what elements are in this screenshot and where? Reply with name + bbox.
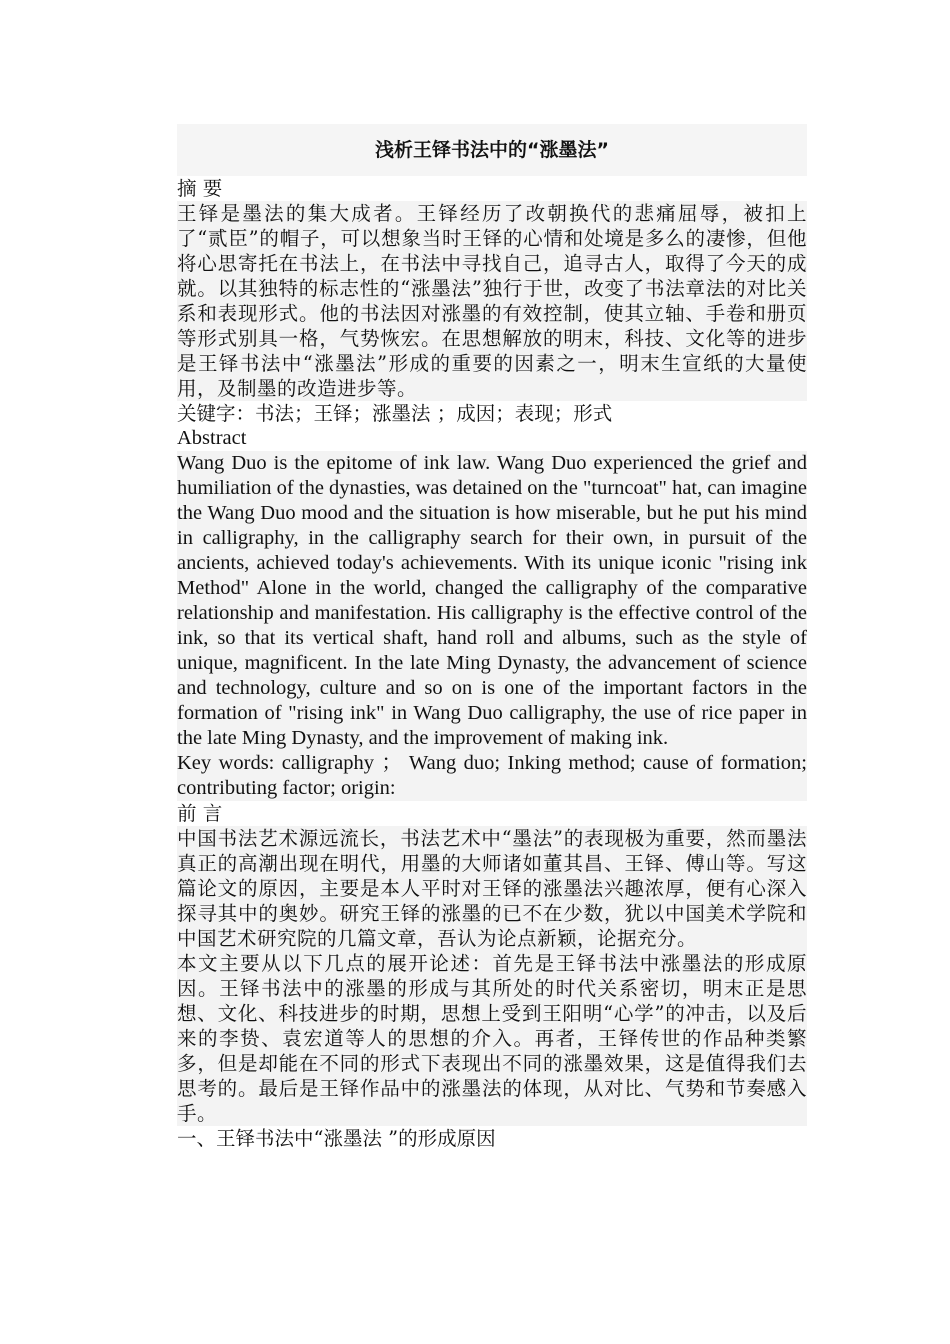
preface-paragraph-1: 中国书法艺术源远流长，书法艺术中“墨法”的表现极为重要，然而墨法真正的高潮出现在明代，用墨的大师诸如董其昌、王铎、傅山等。写这篇论文的原因，主要是本人平时对王铎的涨墨法兴趣浓厚，便有心深入探寻其中的奥妙。研究王铎的涨墨的已不在少数，犹以中国美术学院和中国艺术研究院的几篇文章，吾认为论点新颖，论据充分。 (177, 827, 807, 950)
preface-heading: 前 言 (177, 802, 223, 825)
document-page (177, 124, 807, 1151)
abstract-en-keywords: Key words: calligraphy ； Wang duo; Inking method; cause of formation; contributing factor; origin: (177, 752, 807, 799)
document-title: 浅析王铎书法中的“涨墨法” (177, 124, 807, 176)
preface-paragraph-2: 本文主要从以下几点的展开论述：首先是王铎书法中涨墨法的形成原因。王铎书法中的涨墨的形成与其所处的时代关系密切，明末正是思想、文化、科技进步的时期，思想上受到王阳明“心学”的冲击，以及后来的李贽、袁宏道等人的思想的介入。再者，王铎传世的作品种类繁多，但是却能在不同的形式下表现出不同的涨墨效果，这是值得我们去思考的。最后是王铎作品中的涨墨法的体现，从对比、气势和节奏感入手。 (177, 952, 807, 1125)
abstract-en-heading: Abstract (177, 427, 247, 449)
section-1-heading: 一、王铎书法中“涨墨法 ”的形成原因 (177, 1127, 496, 1150)
abstract-cn-body: 王铎是墨法的集大成者。王铎经历了改朝换代的悲痛屈辱，被扣上了“贰臣”的帽子，可以想象当时王铎的心情和处境是多么的凄惨，但他将心思寄托在书法上，在书法中寻找自己，追寻古人，取得了今天的成就。以其独特的标志性的“涨墨法”独行于世，改变了书法章法的对比关系和表现形式。他的书法因对涨墨的有效控制，使其立轴、手卷和册页等形式别具一格，气势恢宏。在思想解放的明末，科技、文化等的进步是王铎书法中“涨墨法”形成的重要的因素之一，明末生宣纸的大量使用，及制墨的改造进步等。 (177, 202, 807, 400)
abstract-en-body: Wang Duo is the epitome of ink law. Wang Duo experienced the grief and humiliation of the dynasties, was detained on the "turncoat" hat, can imagine the Wang Duo mood and the situation is how miserable, but he put his mind in calligraphy, in the calligraphy search for their own, in pursuit of the ancients, achieved today's achievements. With its unique iconic "rising ink Method" Alone in the world, changed the calligraphy of the comparative relationship and manifestation. His calligraphy is the effective control of the ink, so that its vertical shaft, hand roll and albums, such as the style of unique, magnificent. In the late Ming Dynasty, the advancement of science and technology, culture and so on is one of the important factors in the formation of "rising ink" in Wang Duo calligraphy, the use of rice paper in the late Ming Dynasty, and the improvement of making ink. (177, 452, 807, 749)
abstract-cn-heading: 摘 要 (177, 177, 223, 200)
abstract-cn-keywords: 关键字：书法；王铎；涨墨法 ；成因；表现；形式 (177, 402, 613, 425)
